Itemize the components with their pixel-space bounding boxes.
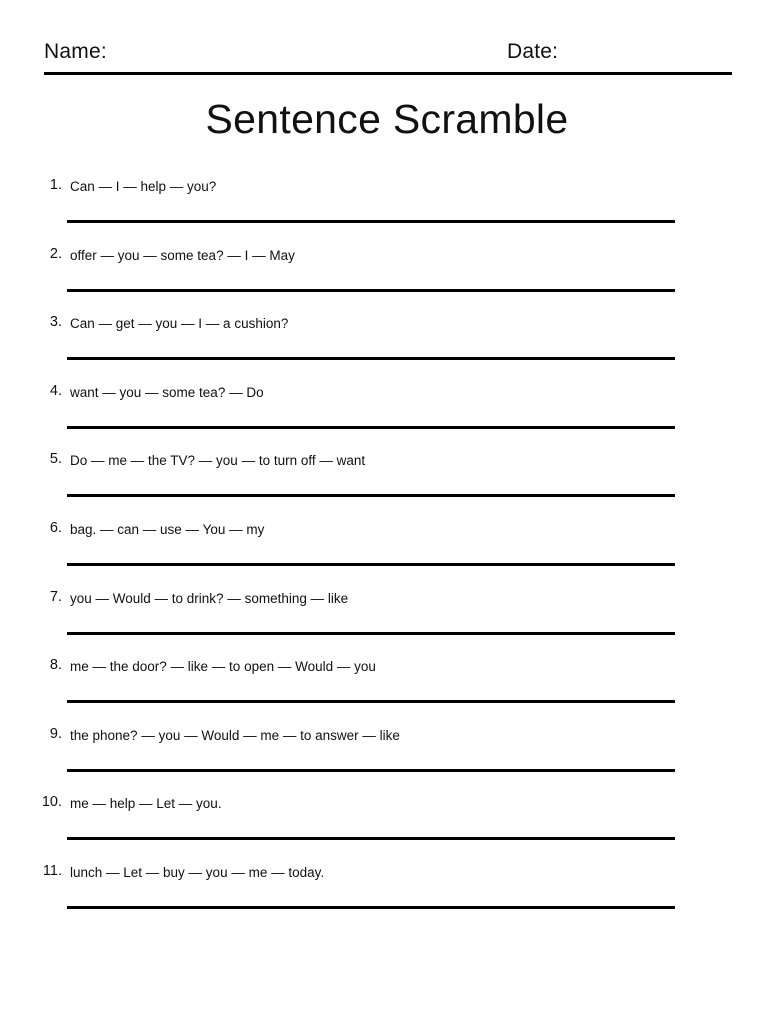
scrambled-sentence: me — the door? — like — to open — Would — you <box>70 659 376 675</box>
question-item <box>0 380 768 449</box>
question-number: 1. <box>49 177 62 193</box>
question-item <box>0 586 768 655</box>
answer-line[interactable] <box>67 220 675 223</box>
answer-line[interactable] <box>67 769 675 772</box>
scrambled-sentence: Can — I — help — you? <box>70 179 217 194</box>
question-number: 9. <box>49 725 62 742</box>
scrambled-sentence: bag. — can — use — You — my <box>70 521 265 537</box>
question-list <box>0 174 768 929</box>
question-number: 8. <box>49 657 62 674</box>
question-number: 4. <box>49 382 62 399</box>
question-item <box>0 791 768 860</box>
scrambled-sentence: offer — you — some tea? — I — May <box>70 247 295 263</box>
question-number: 11. <box>42 862 62 879</box>
question-item <box>0 860 768 929</box>
question-number: 6. <box>49 519 62 536</box>
answer-line[interactable] <box>67 357 675 360</box>
date-label: Date: <box>507 40 559 63</box>
worksheet-header <box>44 38 732 75</box>
question-item <box>0 174 768 243</box>
answer-line[interactable] <box>67 837 675 840</box>
scrambled-sentence: the phone? — you — Would — me — to answer — like <box>70 727 400 743</box>
scrambled-sentence: you — Would — to drink? — something — like <box>70 590 349 606</box>
scrambled-sentence: want — you — some tea? — Do <box>70 384 264 400</box>
question-item <box>0 448 768 517</box>
answer-line[interactable] <box>67 563 675 566</box>
answer-line[interactable] <box>67 700 675 703</box>
answer-line[interactable] <box>67 289 675 292</box>
question-number: 7. <box>49 588 62 605</box>
answer-line[interactable] <box>67 906 675 909</box>
question-number: 2. <box>49 245 62 262</box>
scrambled-sentence: Can — get — you — I — a cushion? <box>70 316 289 332</box>
question-item <box>0 723 768 792</box>
question-number: 3. <box>49 314 62 331</box>
worksheet-title: Sentence Scramble <box>205 96 569 142</box>
scrambled-sentence: Do — me — the TV? — you — to turn off — want <box>70 453 366 469</box>
question-item <box>0 654 768 723</box>
scrambled-sentence: lunch — Let — buy — you — me — today. <box>70 864 325 880</box>
question-item <box>0 311 768 380</box>
question-item <box>0 517 768 586</box>
name-label: Name: <box>44 40 107 63</box>
question-number: 5. <box>49 451 62 468</box>
answer-line[interactable] <box>67 494 675 497</box>
question-number: 10. <box>41 794 62 811</box>
answer-line[interactable] <box>67 426 675 429</box>
scrambled-sentence: me — help — Let — you. <box>70 796 222 812</box>
question-item <box>0 243 768 312</box>
answer-line[interactable] <box>67 632 675 635</box>
